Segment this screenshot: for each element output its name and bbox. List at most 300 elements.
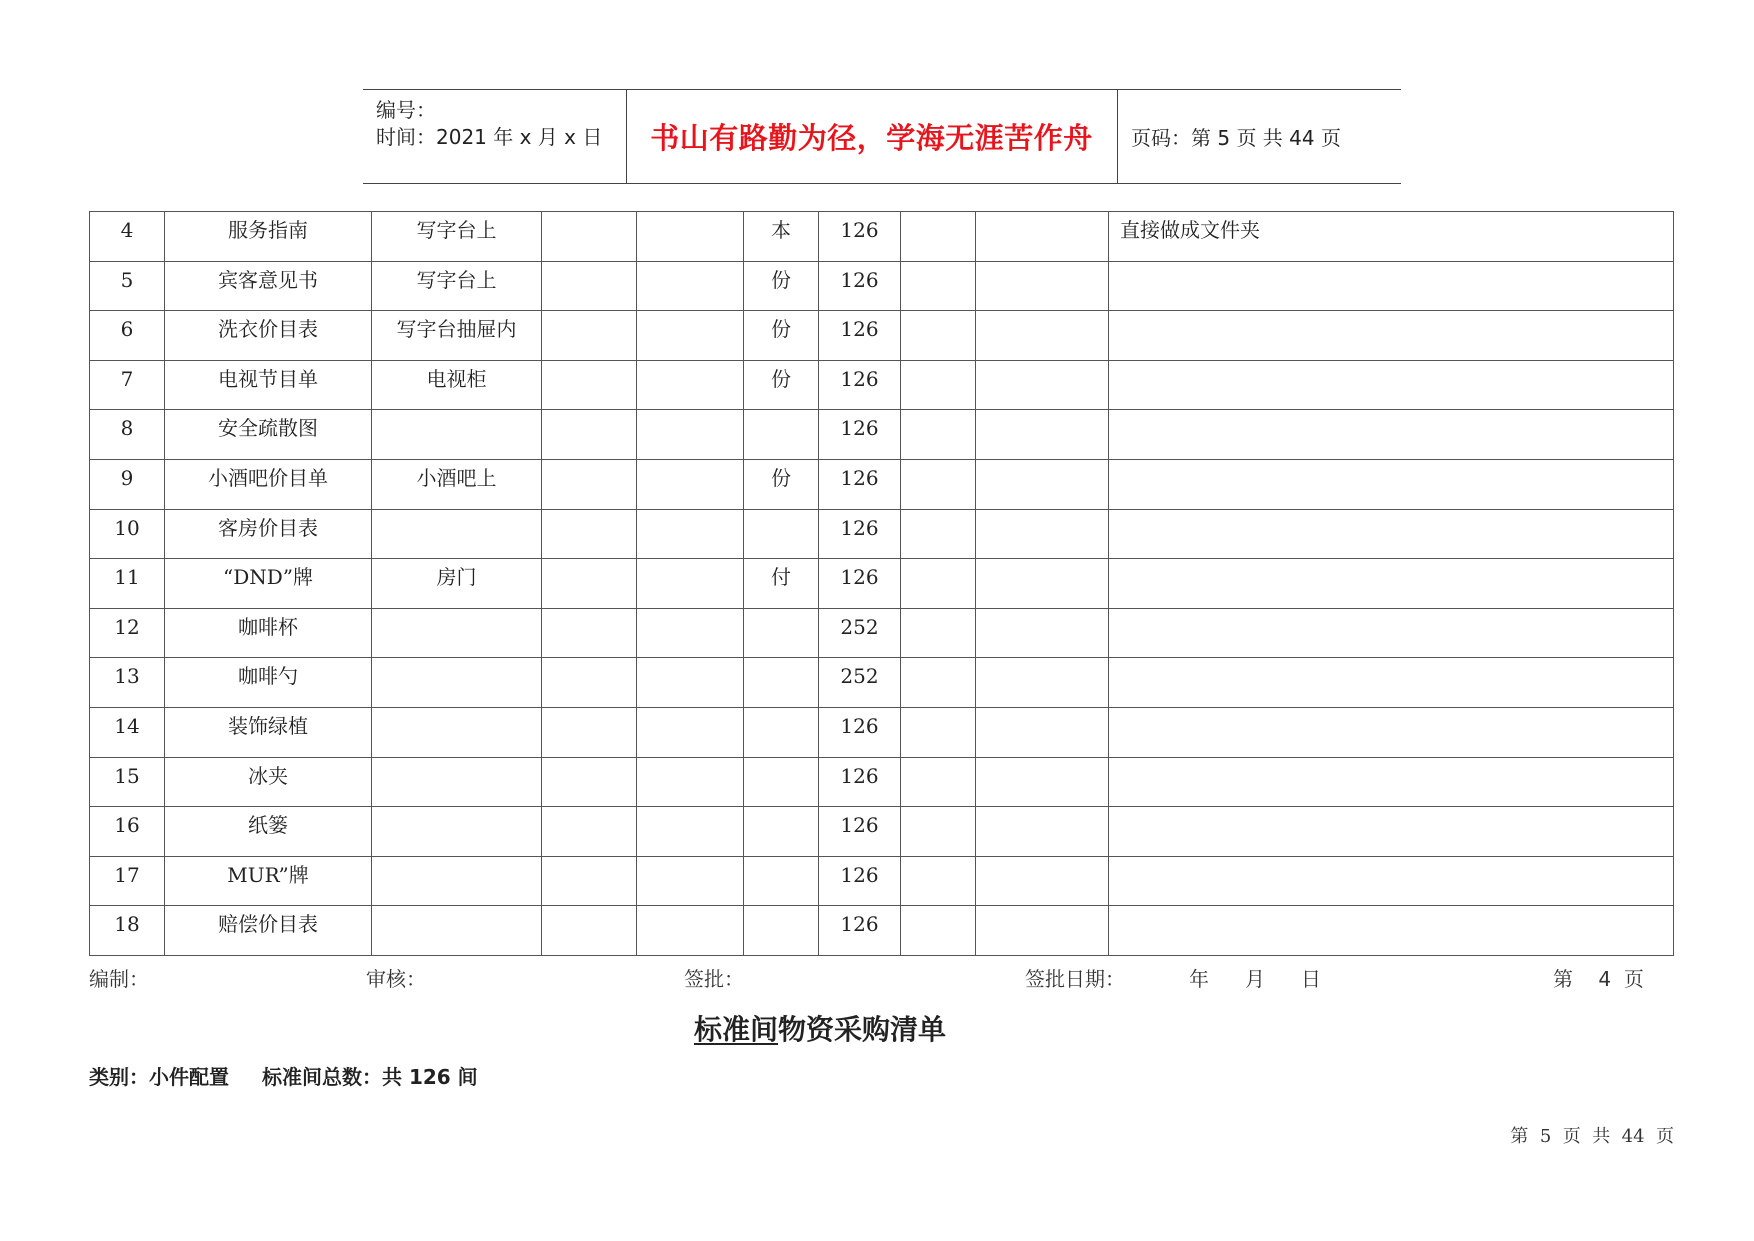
cell-col9-text — [976, 658, 1108, 666]
cell-col9 — [976, 459, 1109, 509]
cell-col9-text — [976, 311, 1108, 319]
cell-col8-text — [901, 708, 975, 716]
cell-unit-text — [744, 708, 818, 716]
cell-col5-text — [637, 658, 743, 666]
cell-col8 — [901, 906, 976, 956]
cell-col5-text — [637, 758, 743, 766]
cell-name-text: 电视节目单 — [218, 366, 318, 391]
table-row — [90, 608, 1674, 658]
cell-name-text: 咖啡杯 — [238, 614, 298, 639]
cell-name-text: 咖啡勺 — [238, 664, 298, 689]
cell-name-text: 洗衣价目表 — [218, 317, 318, 342]
cell-no-text: 15 — [114, 763, 140, 788]
cell-name — [165, 707, 372, 757]
cell-unit-text: 份 — [771, 267, 791, 292]
cell-remark — [1109, 707, 1674, 757]
cell-remark-text — [1109, 658, 1673, 666]
cell-location — [372, 608, 542, 658]
cell-col9-text — [976, 262, 1108, 270]
cell-qty-text: 252 — [840, 614, 879, 639]
category-total: 标准间总数：共 126 间 — [262, 1065, 478, 1089]
cell-col5-text — [637, 609, 743, 617]
cell-col4-text — [542, 410, 636, 418]
cell-unit-text — [744, 857, 818, 865]
cell-col4-text — [542, 807, 636, 815]
cell-location-text — [372, 807, 541, 815]
cell-qty-text: 126 — [840, 317, 879, 342]
cell-location — [372, 707, 542, 757]
cell-location-text: 电视柜 — [426, 366, 487, 391]
cell-unit-text: 份 — [771, 317, 791, 342]
cell-remark-text — [1109, 906, 1673, 914]
cell-col8-text — [901, 460, 975, 468]
cell-location — [372, 906, 542, 956]
cell-col9 — [976, 212, 1109, 262]
title-underlined: 标准间 — [693, 1013, 778, 1046]
number-label: 编号： — [376, 98, 436, 122]
cell-unit-text — [744, 906, 818, 914]
cell-col8 — [901, 360, 976, 410]
cell-remark-text — [1109, 857, 1673, 865]
cell-col5 — [637, 906, 744, 956]
cell-col8-text — [901, 262, 975, 270]
cell-no — [90, 459, 165, 509]
cell-location-text — [372, 708, 541, 716]
cell-col8 — [901, 707, 976, 757]
cell-unit — [744, 608, 819, 658]
cell-qty-text: 126 — [840, 912, 879, 937]
sig-day: 日 — [1301, 967, 1321, 991]
cell-qty — [819, 757, 901, 807]
cell-col9 — [976, 906, 1109, 956]
cell-location-text — [372, 857, 541, 865]
cell-remark-text — [1109, 460, 1673, 468]
cell-no-text: 8 — [120, 416, 134, 441]
cell-location-text — [372, 758, 541, 766]
cell-qty-text: 126 — [840, 813, 879, 838]
cell-col5 — [637, 807, 744, 857]
cell-col4 — [542, 459, 637, 509]
cell-unit-text — [744, 510, 818, 518]
sig-compiled: 编制： — [89, 967, 149, 991]
cell-col9-text — [976, 857, 1108, 865]
cell-col8 — [901, 459, 976, 509]
cell-qty — [819, 459, 901, 509]
cell-col5 — [637, 261, 744, 311]
cell-no-text: 5 — [120, 267, 134, 292]
cell-remark-text: 直接做成文件夹 — [1120, 218, 1260, 242]
cell-col5 — [637, 707, 744, 757]
cell-col4 — [542, 856, 637, 906]
cell-remark-text — [1109, 609, 1673, 617]
cell-col4 — [542, 757, 637, 807]
page-footer: 第 5 页 共 44 页 — [1510, 1126, 1674, 1147]
cell-remark — [1109, 559, 1674, 609]
cell-qty-text: 126 — [840, 416, 879, 441]
cell-name — [165, 757, 372, 807]
cell-remark — [1109, 856, 1674, 906]
cell-name-text: 小酒吧价目单 — [208, 465, 328, 490]
table-row — [90, 459, 1674, 509]
cell-qty — [819, 807, 901, 857]
cell-col5-text — [637, 708, 743, 716]
cell-name-text: 宾客意见书 — [218, 267, 318, 292]
cell-no — [90, 311, 165, 361]
cell-location — [372, 459, 542, 509]
cell-col5-text — [637, 906, 743, 914]
cell-name-text: 冰夹 — [248, 763, 288, 788]
cell-col4-text — [542, 559, 636, 567]
cell-unit-text: 本 — [771, 218, 791, 242]
cell-col5-text — [637, 361, 743, 369]
cell-col5 — [637, 360, 744, 410]
purchase-table — [89, 211, 1674, 956]
cell-unit-text — [744, 807, 818, 815]
cell-no — [90, 906, 165, 956]
cell-no — [90, 360, 165, 410]
cell-unit-text: 份 — [771, 366, 791, 391]
cell-no — [90, 410, 165, 460]
cell-name — [165, 906, 372, 956]
sig-approve-date: 签批日期： — [1025, 967, 1125, 991]
cell-name-text: 纸篓 — [248, 813, 288, 838]
cell-col9-text — [976, 410, 1108, 418]
cell-unit-text — [744, 658, 818, 666]
cell-col4 — [542, 906, 637, 956]
cell-col8-text — [901, 609, 975, 617]
cell-col4 — [542, 658, 637, 708]
cell-no-text: 10 — [114, 515, 140, 540]
cell-remark-text — [1109, 708, 1673, 716]
table-row — [90, 807, 1674, 857]
cell-remark — [1109, 410, 1674, 460]
cell-col5-text — [637, 311, 743, 319]
cell-location-text: 写字台上 — [416, 267, 497, 292]
cell-qty — [819, 906, 901, 956]
cell-location — [372, 509, 542, 559]
cell-col4 — [542, 410, 637, 460]
cell-location-text — [372, 658, 541, 666]
cell-location — [372, 559, 542, 609]
cell-remark — [1109, 261, 1674, 311]
cell-location-text: 写字台抽屉内 — [396, 317, 517, 342]
cell-col4-text — [542, 510, 636, 518]
cell-col5 — [637, 757, 744, 807]
cell-col9-text — [976, 559, 1108, 567]
cell-qty-text: 126 — [840, 862, 879, 887]
cell-col9 — [976, 608, 1109, 658]
cell-remark-text — [1109, 510, 1673, 518]
cell-col8-text — [901, 758, 975, 766]
cell-no — [90, 559, 165, 609]
cell-qty-text: 126 — [840, 465, 879, 490]
cell-location — [372, 410, 542, 460]
cell-qty-text: 126 — [840, 218, 879, 242]
cell-location — [372, 311, 542, 361]
cell-col5-text — [637, 212, 743, 220]
cell-no — [90, 658, 165, 708]
cell-col4 — [542, 311, 637, 361]
cell-col9-text — [976, 758, 1108, 766]
cell-no-text: 7 — [120, 366, 134, 391]
cell-col8-text — [901, 510, 975, 518]
cell-col4 — [542, 608, 637, 658]
cell-col8 — [901, 311, 976, 361]
page-title — [0, 1008, 1640, 1048]
cell-location — [372, 757, 542, 807]
cell-col4 — [542, 707, 637, 757]
cell-col4 — [542, 807, 637, 857]
cell-col9-text — [976, 212, 1108, 220]
cell-unit — [744, 459, 819, 509]
cell-name-text: 安全疏散图 — [218, 416, 318, 441]
cell-name — [165, 856, 372, 906]
title-rest: 物资采购清单 — [778, 1013, 947, 1046]
cell-qty — [819, 410, 901, 460]
cell-col9 — [976, 757, 1109, 807]
cell-col5 — [637, 608, 744, 658]
cell-col8 — [901, 856, 976, 906]
cell-no-text: 18 — [114, 912, 140, 937]
cell-remark-text — [1109, 410, 1673, 418]
cell-qty-text: 126 — [840, 515, 879, 540]
cell-qty-text: 126 — [840, 713, 879, 738]
cell-col5-text — [637, 460, 743, 468]
cell-qty — [819, 559, 901, 609]
cell-col8-text — [901, 212, 975, 220]
cell-col5-text — [637, 807, 743, 815]
cell-col4-text — [542, 212, 636, 220]
cell-qty-text: 252 — [840, 664, 879, 689]
cell-location-text: 房门 — [436, 565, 477, 590]
cell-col5 — [637, 856, 744, 906]
cell-remark — [1109, 212, 1674, 262]
cell-qty-text: 126 — [840, 267, 879, 292]
cell-col9-text — [976, 807, 1108, 815]
cell-col4-text — [542, 658, 636, 666]
cell-col5-text — [637, 410, 743, 418]
sig-page: 第 4 页 — [1553, 967, 1644, 991]
header-page-info: 页码：第 5 页 共 44 页 — [1131, 126, 1341, 150]
cell-col8 — [901, 212, 976, 262]
cell-col9 — [976, 311, 1109, 361]
cell-col4-text — [542, 906, 636, 914]
cell-location — [372, 261, 542, 311]
cell-unit-text: 份 — [771, 465, 791, 490]
cell-location — [372, 658, 542, 708]
cell-unit-text: 付 — [771, 565, 791, 590]
category-line — [89, 1061, 478, 1090]
table-row — [90, 658, 1674, 708]
cell-no — [90, 707, 165, 757]
cell-remark-text — [1109, 361, 1673, 369]
cell-no-text: 9 — [120, 465, 134, 490]
cell-name — [165, 509, 372, 559]
cell-col5 — [637, 459, 744, 509]
sig-reviewed: 审核： — [366, 967, 426, 991]
cell-unit — [744, 856, 819, 906]
cell-unit — [744, 410, 819, 460]
cell-col4-text — [542, 361, 636, 369]
cell-unit — [744, 906, 819, 956]
cell-col4-text — [542, 708, 636, 716]
cell-col8-text — [901, 311, 975, 319]
cell-qty — [819, 608, 901, 658]
cell-no-text: 17 — [114, 862, 140, 887]
cell-col9 — [976, 509, 1109, 559]
cell-col8-text — [901, 410, 975, 418]
cell-col9 — [976, 360, 1109, 410]
category-type: 类别：小件配置 — [89, 1065, 229, 1089]
cell-qty — [819, 360, 901, 410]
cell-remark-text — [1109, 807, 1673, 815]
cell-name-text: 赔偿价目表 — [218, 912, 318, 937]
sig-year: 年 — [1189, 967, 1209, 991]
cell-remark-text — [1109, 559, 1673, 567]
cell-col8 — [901, 261, 976, 311]
cell-unit — [744, 509, 819, 559]
cell-col4-text — [542, 460, 636, 468]
cell-qty — [819, 311, 901, 361]
table-row — [90, 410, 1674, 460]
cell-col8 — [901, 559, 976, 609]
cell-location — [372, 212, 542, 262]
cell-name — [165, 360, 372, 410]
cell-name — [165, 261, 372, 311]
cell-unit — [744, 807, 819, 857]
cell-no — [90, 856, 165, 906]
cell-col9 — [976, 856, 1109, 906]
cell-remark — [1109, 658, 1674, 708]
cell-no — [90, 757, 165, 807]
cell-remark — [1109, 360, 1674, 410]
cell-name — [165, 807, 372, 857]
document-header — [363, 89, 1401, 184]
cell-col9 — [976, 658, 1109, 708]
cell-location-text — [372, 410, 541, 418]
cell-col4 — [542, 261, 637, 311]
cell-unit-text — [744, 758, 818, 766]
cell-no — [90, 261, 165, 311]
cell-location — [372, 856, 542, 906]
cell-col5 — [637, 410, 744, 460]
cell-col9 — [976, 707, 1109, 757]
cell-name — [165, 658, 372, 708]
cell-unit — [744, 212, 819, 262]
cell-qty — [819, 658, 901, 708]
table-row — [90, 757, 1674, 807]
cell-location-text — [372, 510, 541, 518]
cell-col4 — [542, 559, 637, 609]
cell-location-text — [372, 906, 541, 914]
cell-col8 — [901, 658, 976, 708]
table-row — [90, 906, 1674, 956]
cell-remark — [1109, 459, 1674, 509]
cell-col5 — [637, 311, 744, 361]
cell-remark — [1109, 311, 1674, 361]
cell-no-text: 14 — [114, 713, 140, 738]
header-motto: 书山有路勤为径，学海无涯苦作舟 — [626, 90, 1118, 183]
cell-name-text: 服务指南 — [228, 218, 308, 242]
cell-col5 — [637, 212, 744, 262]
cell-col4-text — [542, 857, 636, 865]
sig-approved: 签批： — [684, 967, 744, 991]
cell-location-text: 写字台上 — [416, 218, 497, 242]
cell-qty-text: 126 — [840, 763, 879, 788]
cell-unit-text — [744, 609, 818, 617]
table-row — [90, 559, 1674, 609]
table-row — [90, 261, 1674, 311]
cell-col5-text — [637, 559, 743, 567]
cell-col5 — [637, 658, 744, 708]
cell-col4 — [542, 360, 637, 410]
cell-name — [165, 410, 372, 460]
table-body — [90, 212, 1674, 956]
cell-col8 — [901, 410, 976, 460]
table-row — [90, 856, 1674, 906]
cell-remark-text — [1109, 758, 1673, 766]
cell-col8-text — [901, 559, 975, 567]
cell-remark — [1109, 807, 1674, 857]
cell-remark — [1109, 906, 1674, 956]
cell-location-text — [372, 609, 541, 617]
cell-remark — [1109, 757, 1674, 807]
cell-col5-text — [637, 262, 743, 270]
cell-unit — [744, 311, 819, 361]
cell-remark-text — [1109, 262, 1673, 270]
cell-col4-text — [542, 758, 636, 766]
cell-col9 — [976, 410, 1109, 460]
cell-col5 — [637, 509, 744, 559]
cell-unit — [744, 658, 819, 708]
cell-col9-text — [976, 708, 1108, 716]
cell-no-text: 4 — [120, 218, 134, 242]
cell-name-text: MUR”牌 — [227, 862, 309, 887]
cell-qty — [819, 261, 901, 311]
cell-col5-text — [637, 857, 743, 865]
cell-qty — [819, 707, 901, 757]
time-label: 时间：2021 年 x 月 x 日 — [376, 125, 603, 149]
cell-col8 — [901, 509, 976, 559]
cell-col8-text — [901, 807, 975, 815]
cell-col9-text — [976, 460, 1108, 468]
cell-name — [165, 559, 372, 609]
cell-col9-text — [976, 609, 1108, 617]
cell-no-text: 16 — [114, 813, 140, 838]
cell-qty-text: 126 — [840, 366, 879, 391]
table-row — [90, 360, 1674, 410]
cell-qty — [819, 856, 901, 906]
cell-location-text: 小酒吧上 — [416, 465, 497, 490]
cell-col9 — [976, 559, 1109, 609]
cell-col9-text — [976, 510, 1108, 518]
cell-name-text: 装饰绿植 — [228, 713, 308, 738]
table-row — [90, 707, 1674, 757]
cell-unit — [744, 261, 819, 311]
cell-col5 — [637, 559, 744, 609]
table-row — [90, 509, 1674, 559]
cell-no — [90, 509, 165, 559]
cell-col8-text — [901, 658, 975, 666]
header-meta — [363, 90, 627, 183]
cell-no — [90, 807, 165, 857]
sig-month: 月 — [1245, 967, 1265, 991]
cell-unit — [744, 757, 819, 807]
cell-name — [165, 212, 372, 262]
cell-name-text: “DND”牌 — [222, 565, 314, 590]
cell-col8-text — [901, 906, 975, 914]
cell-name — [165, 459, 372, 509]
